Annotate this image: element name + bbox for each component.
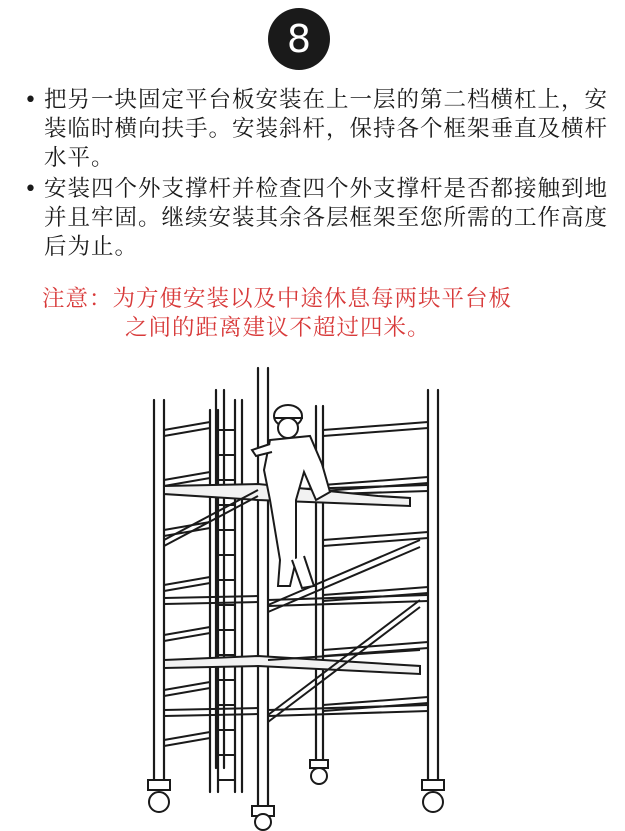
bullet-icon: • bbox=[24, 88, 38, 113]
instruction-list bbox=[22, 86, 610, 264]
instruction-text: 安装四个外支撑杆并检查四个外支撑杆是否都接触到地并且牢固。继续安装其余各层框架至您所需的工作高度后为止。 bbox=[44, 176, 609, 260]
safety-note bbox=[42, 285, 612, 343]
bullet-icon: • bbox=[24, 177, 38, 202]
instruction-item bbox=[22, 86, 610, 173]
step-number-badge: 8 bbox=[268, 8, 330, 70]
safety-note-line1: 注意：为方便安装以及中途休息每两块平台板 bbox=[42, 286, 513, 312]
caster-wheel-icon bbox=[255, 814, 271, 830]
caster-wheel-icon bbox=[149, 792, 169, 812]
caster-wheel-icon bbox=[311, 768, 327, 784]
safety-note-line2: 之间的距离建议不超过四米。 bbox=[125, 315, 431, 341]
ladder-rungs bbox=[218, 430, 235, 780]
scaffold-tower-illustration bbox=[120, 360, 480, 831]
caster-wheels bbox=[148, 760, 444, 830]
caster-wheel-icon bbox=[423, 792, 443, 812]
instruction-text: 把另一块固定平台板安装在上一层的第二档横杠上，安装临时横向扶手。安装斜杆，保持各个框架垂直及横杆水平。 bbox=[44, 87, 609, 171]
instruction-item bbox=[22, 175, 610, 262]
